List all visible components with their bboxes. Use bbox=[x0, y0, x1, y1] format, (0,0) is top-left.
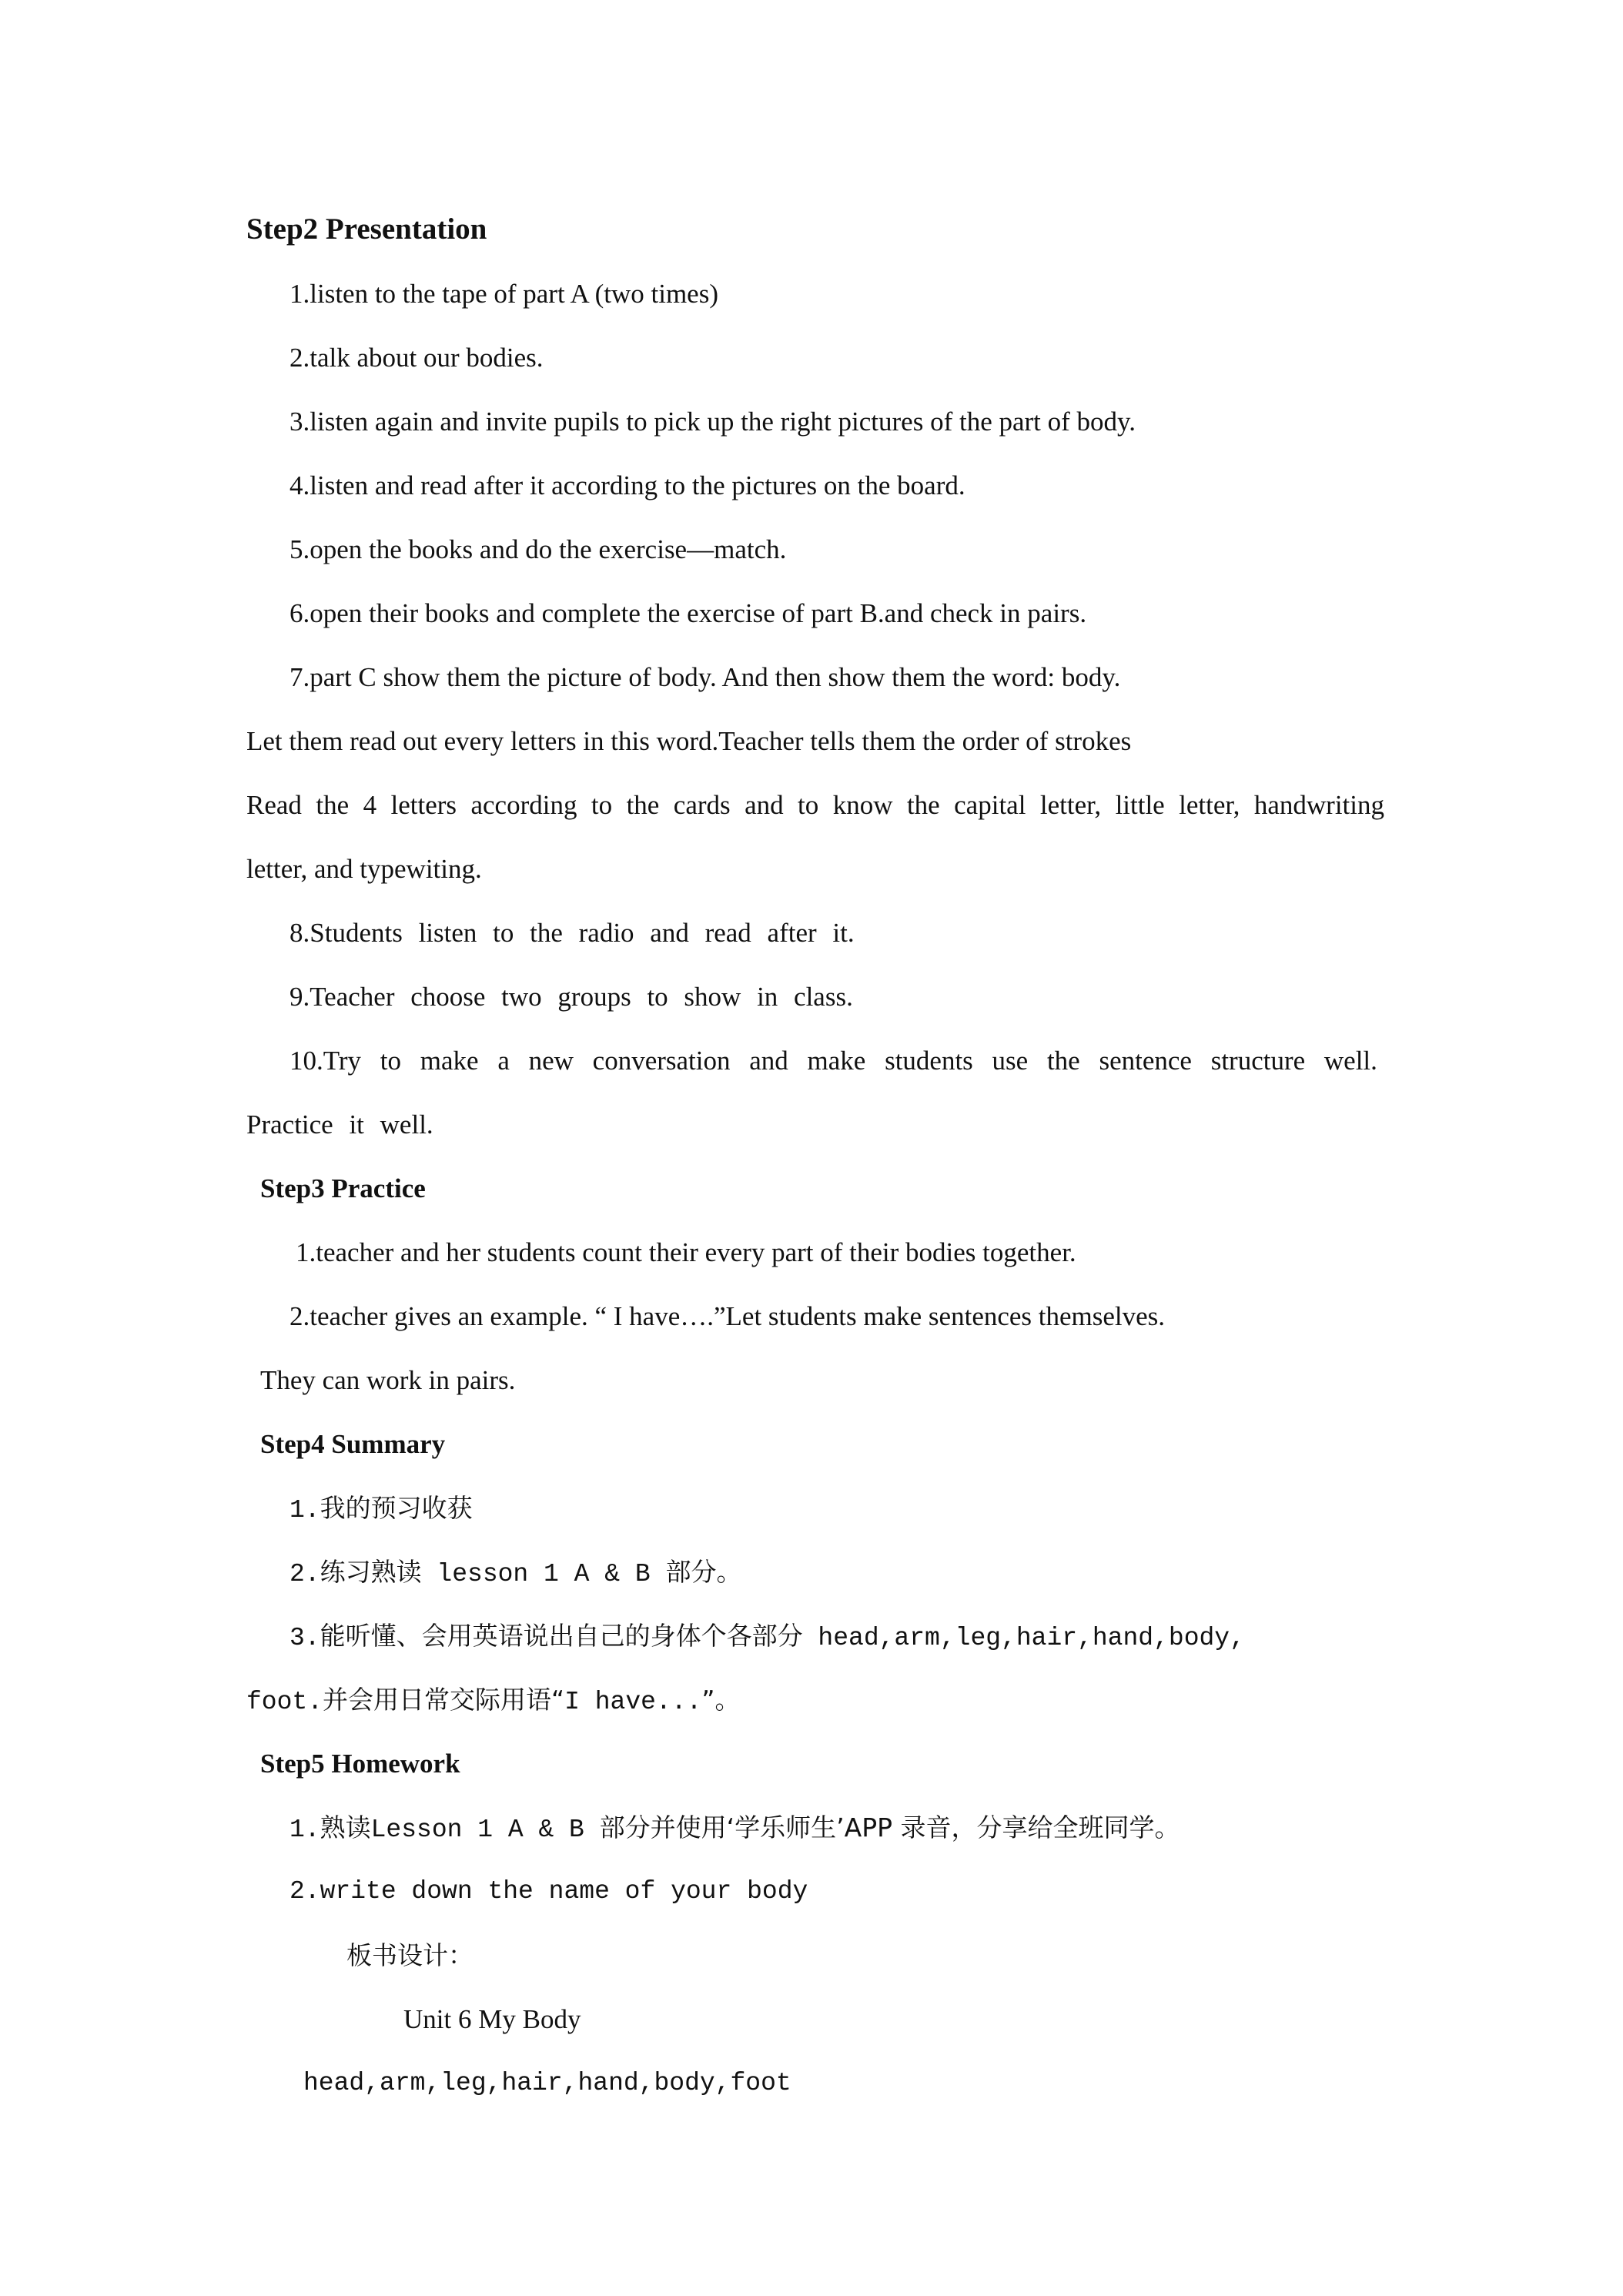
step4-item-3-line-2-d: ”。 bbox=[701, 1685, 741, 1715]
step4-heading: Step4 Summary bbox=[260, 1429, 446, 1459]
step2-item-6: 6.open their books and complete the exercise of part B.and check in pairs. bbox=[289, 598, 1087, 628]
step2-paragraph-1: Let them read out every letters in this word.Teacher tells them the order of strokes bbox=[246, 726, 1132, 756]
step3-heading: Step3 Practice bbox=[260, 1173, 426, 1203]
step4-item-3-line-2-a: foot. bbox=[246, 1688, 323, 1716]
step2-item-9: 9.Teacher choose two groups to show in class. bbox=[289, 982, 853, 1012]
step2-item-10-line-2: Practice it well. bbox=[246, 1110, 433, 1140]
step4-item-3-text-a: 能听懂、会用英语说出自己的身体个各部分 bbox=[320, 1621, 803, 1651]
board-design-label: 板书设计： bbox=[346, 1940, 474, 1970]
step4-item-2-number: 2. bbox=[289, 1560, 320, 1588]
step5-item-1-text-a: 熟读 bbox=[320, 1812, 371, 1842]
step4-item-2-text-c: 部分。 bbox=[665, 1557, 742, 1587]
step3-item-1: 1.teacher and her students count their every part of their bodies together. bbox=[296, 1237, 1076, 1267]
step2-item-3: 3.listen again and invite pupils to pick up the right pictures of the part of body. bbox=[289, 407, 1136, 437]
step5-item-1 bbox=[289, 1811, 1180, 1847]
step4-item-2 bbox=[289, 1555, 741, 1591]
board-design-words: head,arm,leg,hair,hand,body,foot bbox=[303, 2069, 791, 2097]
step4-item-3-text-b: head,arm,leg,hair,hand,body, bbox=[802, 1624, 1245, 1652]
step4-item-3-line-2-c: I have... bbox=[564, 1688, 702, 1716]
step5-item-1-text-c: 部分并使用‘学乐师生’APP 录音，分享给全班同学。 bbox=[599, 1812, 1180, 1842]
step2-heading: Step2 Presentation bbox=[246, 213, 487, 246]
step5-item-1-number: 1. bbox=[289, 1816, 320, 1844]
step4-item-2-text-b: lesson 1 A & B bbox=[421, 1560, 666, 1588]
step4-item-1-number: 1. bbox=[289, 1496, 320, 1525]
step4-item-1 bbox=[289, 1491, 473, 1528]
step2-item-2: 2.talk about our bodies. bbox=[289, 343, 544, 373]
step2-item-4: 4.listen and read after it according to the pictures on the board. bbox=[289, 470, 965, 500]
step4-item-1-text: 我的预习收获 bbox=[320, 1493, 473, 1523]
step4-item-3-number: 3. bbox=[289, 1624, 320, 1652]
board-design-title: Unit 6 My Body bbox=[403, 2004, 581, 2034]
step2-item-7: 7.part C show them the picture of body. And then show them the word: body. bbox=[289, 662, 1121, 692]
step4-item-3-line-1 bbox=[289, 1619, 1245, 1655]
step2-item-8: 8.Students listen to the radio and read after it. bbox=[289, 918, 855, 948]
step2-item-5: 5.open the books and do the exercise—match. bbox=[289, 534, 787, 564]
step4-item-3-line-2 bbox=[246, 1683, 740, 1719]
step5-item-1-text-b: Lesson 1 A & B bbox=[370, 1816, 600, 1844]
step2-paragraph-2-line-1: Read the 4 letters according to the cards and to know the capital letter, little letter, handwriting bbox=[246, 790, 1384, 820]
step2-item-1: 1.listen to the tape of part A (two times) bbox=[289, 279, 718, 309]
step3-item-2-continued: They can work in pairs. bbox=[260, 1365, 516, 1395]
step2-paragraph-2-line-2: letter, and typewiting. bbox=[246, 854, 482, 884]
step5-item-2: 2.write down the name of your body bbox=[289, 1877, 808, 1906]
step3-item-2: 2.teacher gives an example. “ I have….”Let students make sentences themselves. bbox=[289, 1301, 1166, 1331]
step2-item-10-line-1: 10.Try to make a new conversation and make students use the sentence structure well. bbox=[289, 1046, 1377, 1076]
step4-item-3-line-2-b: 并会用日常交际用语“ bbox=[323, 1685, 565, 1715]
step4-item-2-text-a: 练习熟读 bbox=[320, 1557, 422, 1587]
step5-heading: Step5 Homework bbox=[260, 1749, 460, 1779]
